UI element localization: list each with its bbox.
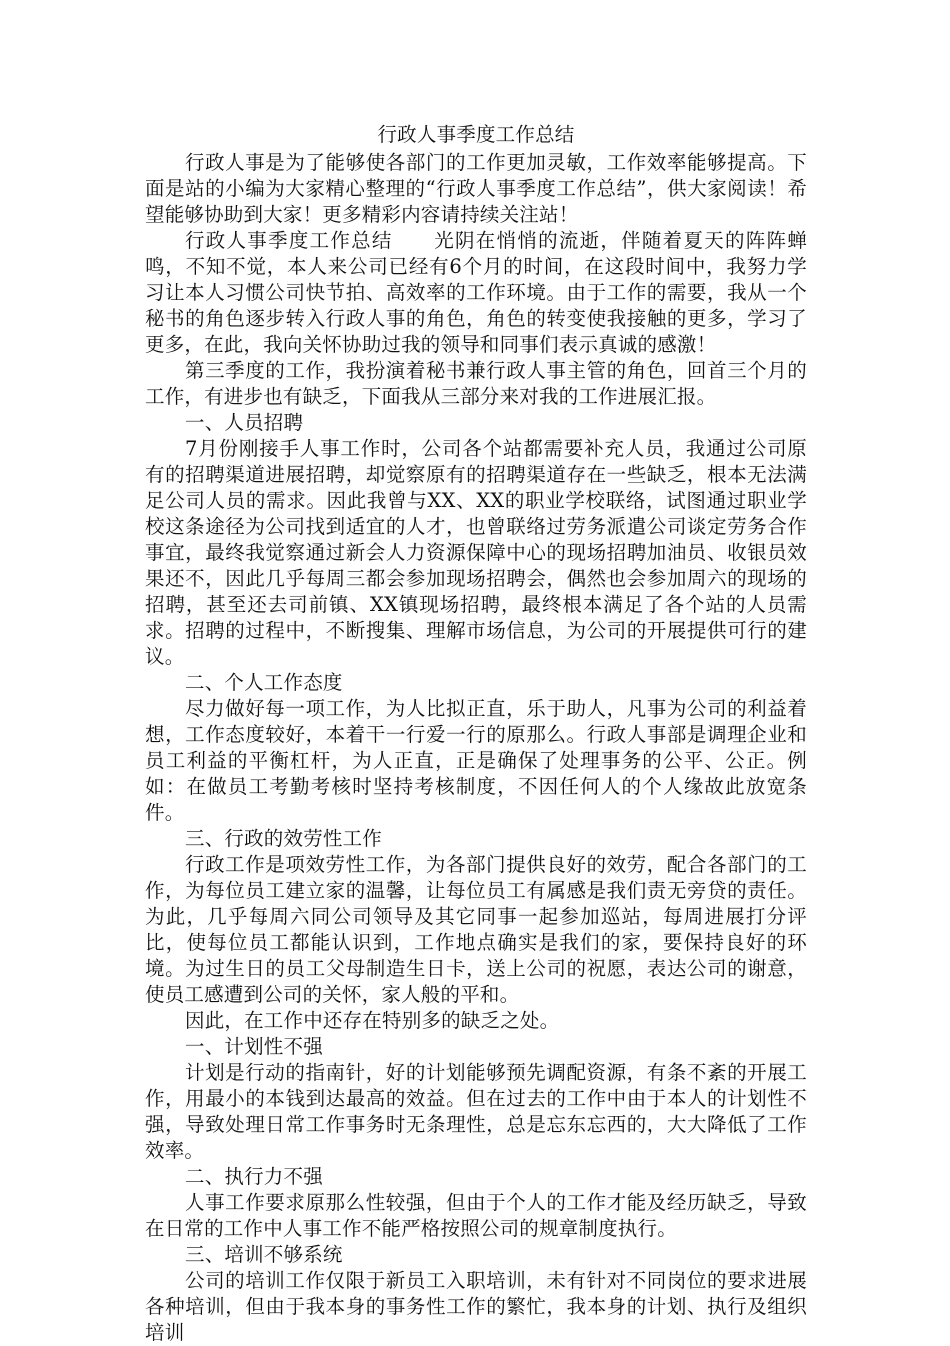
- paragraph-q3-overview: 第三季度的工作，我扮演着秘书兼行政人事主管的角色，回首三个月的工作，有进步也有缺乏，下面我从三部分来对我的工作进展汇报。: [145, 359, 807, 408]
- section-heading-training: 三、培训不够系统: [185, 1243, 343, 1266]
- section-heading-execution: 二、执行力不强: [185, 1165, 323, 1188]
- paragraph-service: 行政工作是项效劳性工作，为各部门提供良好的效劳，配合各部门的工作，为每位员工建立家的温馨，让每位员工有属感是我们责无旁贷的责任。为此，几乎每周六同公司领导及其它同事一起参加巡站，每周进展打分评比，使每位员工都能认识到，工作地点确实是我们的家，要保持良好的环境。为过生日的员工父母制造生日卡，送上公司的祝愿，表达公司的谢意，使员工感遭到公司的关怀，家人般的平和。: [145, 853, 807, 1006]
- section-heading-recruitment: 一、人员招聘: [185, 411, 304, 434]
- document-page: [145, 120, 807, 1346]
- document-title: 行政人事季度工作总结: [377, 123, 575, 146]
- paragraph-opening: 行政人事季度工作总结 光阴在悄悄的流逝，伴随着夏天的阵阵蝉鸣，不知不觉，本人来公司已经有6个月的时间，在这段时间中，我努力学习让本人习惯公司快节拍、高效率的工作环境。由于工作的需要，我从一个秘书的角色逐步转入行政人事的角色，角色的转变使我接触的更多，学习了更多，在此，我向关怀协助过我的领导和同事们表示真诚的感激！: [145, 229, 807, 356]
- paragraph-execution: 人事工作要求原那么性较强，但由于个人的工作才能及经历缺乏，导致在日常的工作中人事工作不能严格按照公司的规章制度执行。: [145, 1191, 807, 1240]
- section-heading-planning: 一、计划性不强: [185, 1035, 323, 1058]
- paragraph-shortcomings: 因此，在工作中还存在特别多的缺乏之处。: [185, 1009, 560, 1032]
- paragraph-recruitment: 7月份刚接手人事工作时，公司各个站都需要补充人员，我通过公司原有的招聘渠道进展招聘，却觉察原有的招聘渠道存在一些缺乏，根本无法满足公司人员的需求。因此我曾与XX、XX的职业学校联络，试图通过职业学校这条途径为公司找到适宜的人才，也曾联络过劳务派遣公司谈定劳务合作事宜，最终我觉察通过新会人力资源保障中心的现场招聘加油员、收银员效果还不，因此几乎每周三都会参加现场招聘会，偶然也会参加周六的现场的招聘，甚至还去司前镇、XX镇现场招聘，最终根本满足了各个站的人员需求。招聘的过程中，不断搜集、理解市场信息，为公司的开展提供可行的建议。: [145, 437, 807, 668]
- paragraph-training: 公司的培训工作仅限于新员工入职培训，未有针对不同岗位的要求进展各种培训，但由于我本身的事务性工作的繁忙，我本身的计划、执行及组织培训: [145, 1269, 807, 1344]
- paragraph-attitude: 尽力做好每一项工作，为人比拟正直，乐于助人，凡事为公司的利益着想，工作态度较好，本着干一行爱一行的原那么。行政人事部是调理企业和员工利益的平衡杠杆，为人正直，正是确保了处理事务的公平、公正。例如：在做员工考勤考核时坚持考核制度，不因任何人的个人缘故此放宽条件。: [145, 697, 807, 824]
- paragraph-planning: 计划是行动的指南针，好的计划能够预先调配资源，有条不紊的开展工作，用最小的本钱到达最高的效益。但在过去的工作中由于本人的计划性不强，导致处理日常工作事务时无条理性，总是忘东忘西的，大大降低了工作效率。: [145, 1061, 807, 1162]
- section-heading-attitude: 二、个人工作态度: [185, 671, 343, 694]
- document-body: [145, 150, 807, 1346]
- paragraph-intro: 行政人事是为了能够使各部门的工作更加灵敏，工作效率能够提高。下面是站的小编为大家精心整理的“行政人事季度工作总结”，供大家阅读！希望能够协助到大家！更多精彩内容请持续关注站！: [145, 151, 807, 226]
- section-heading-service: 三、行政的效劳性工作: [185, 827, 383, 850]
